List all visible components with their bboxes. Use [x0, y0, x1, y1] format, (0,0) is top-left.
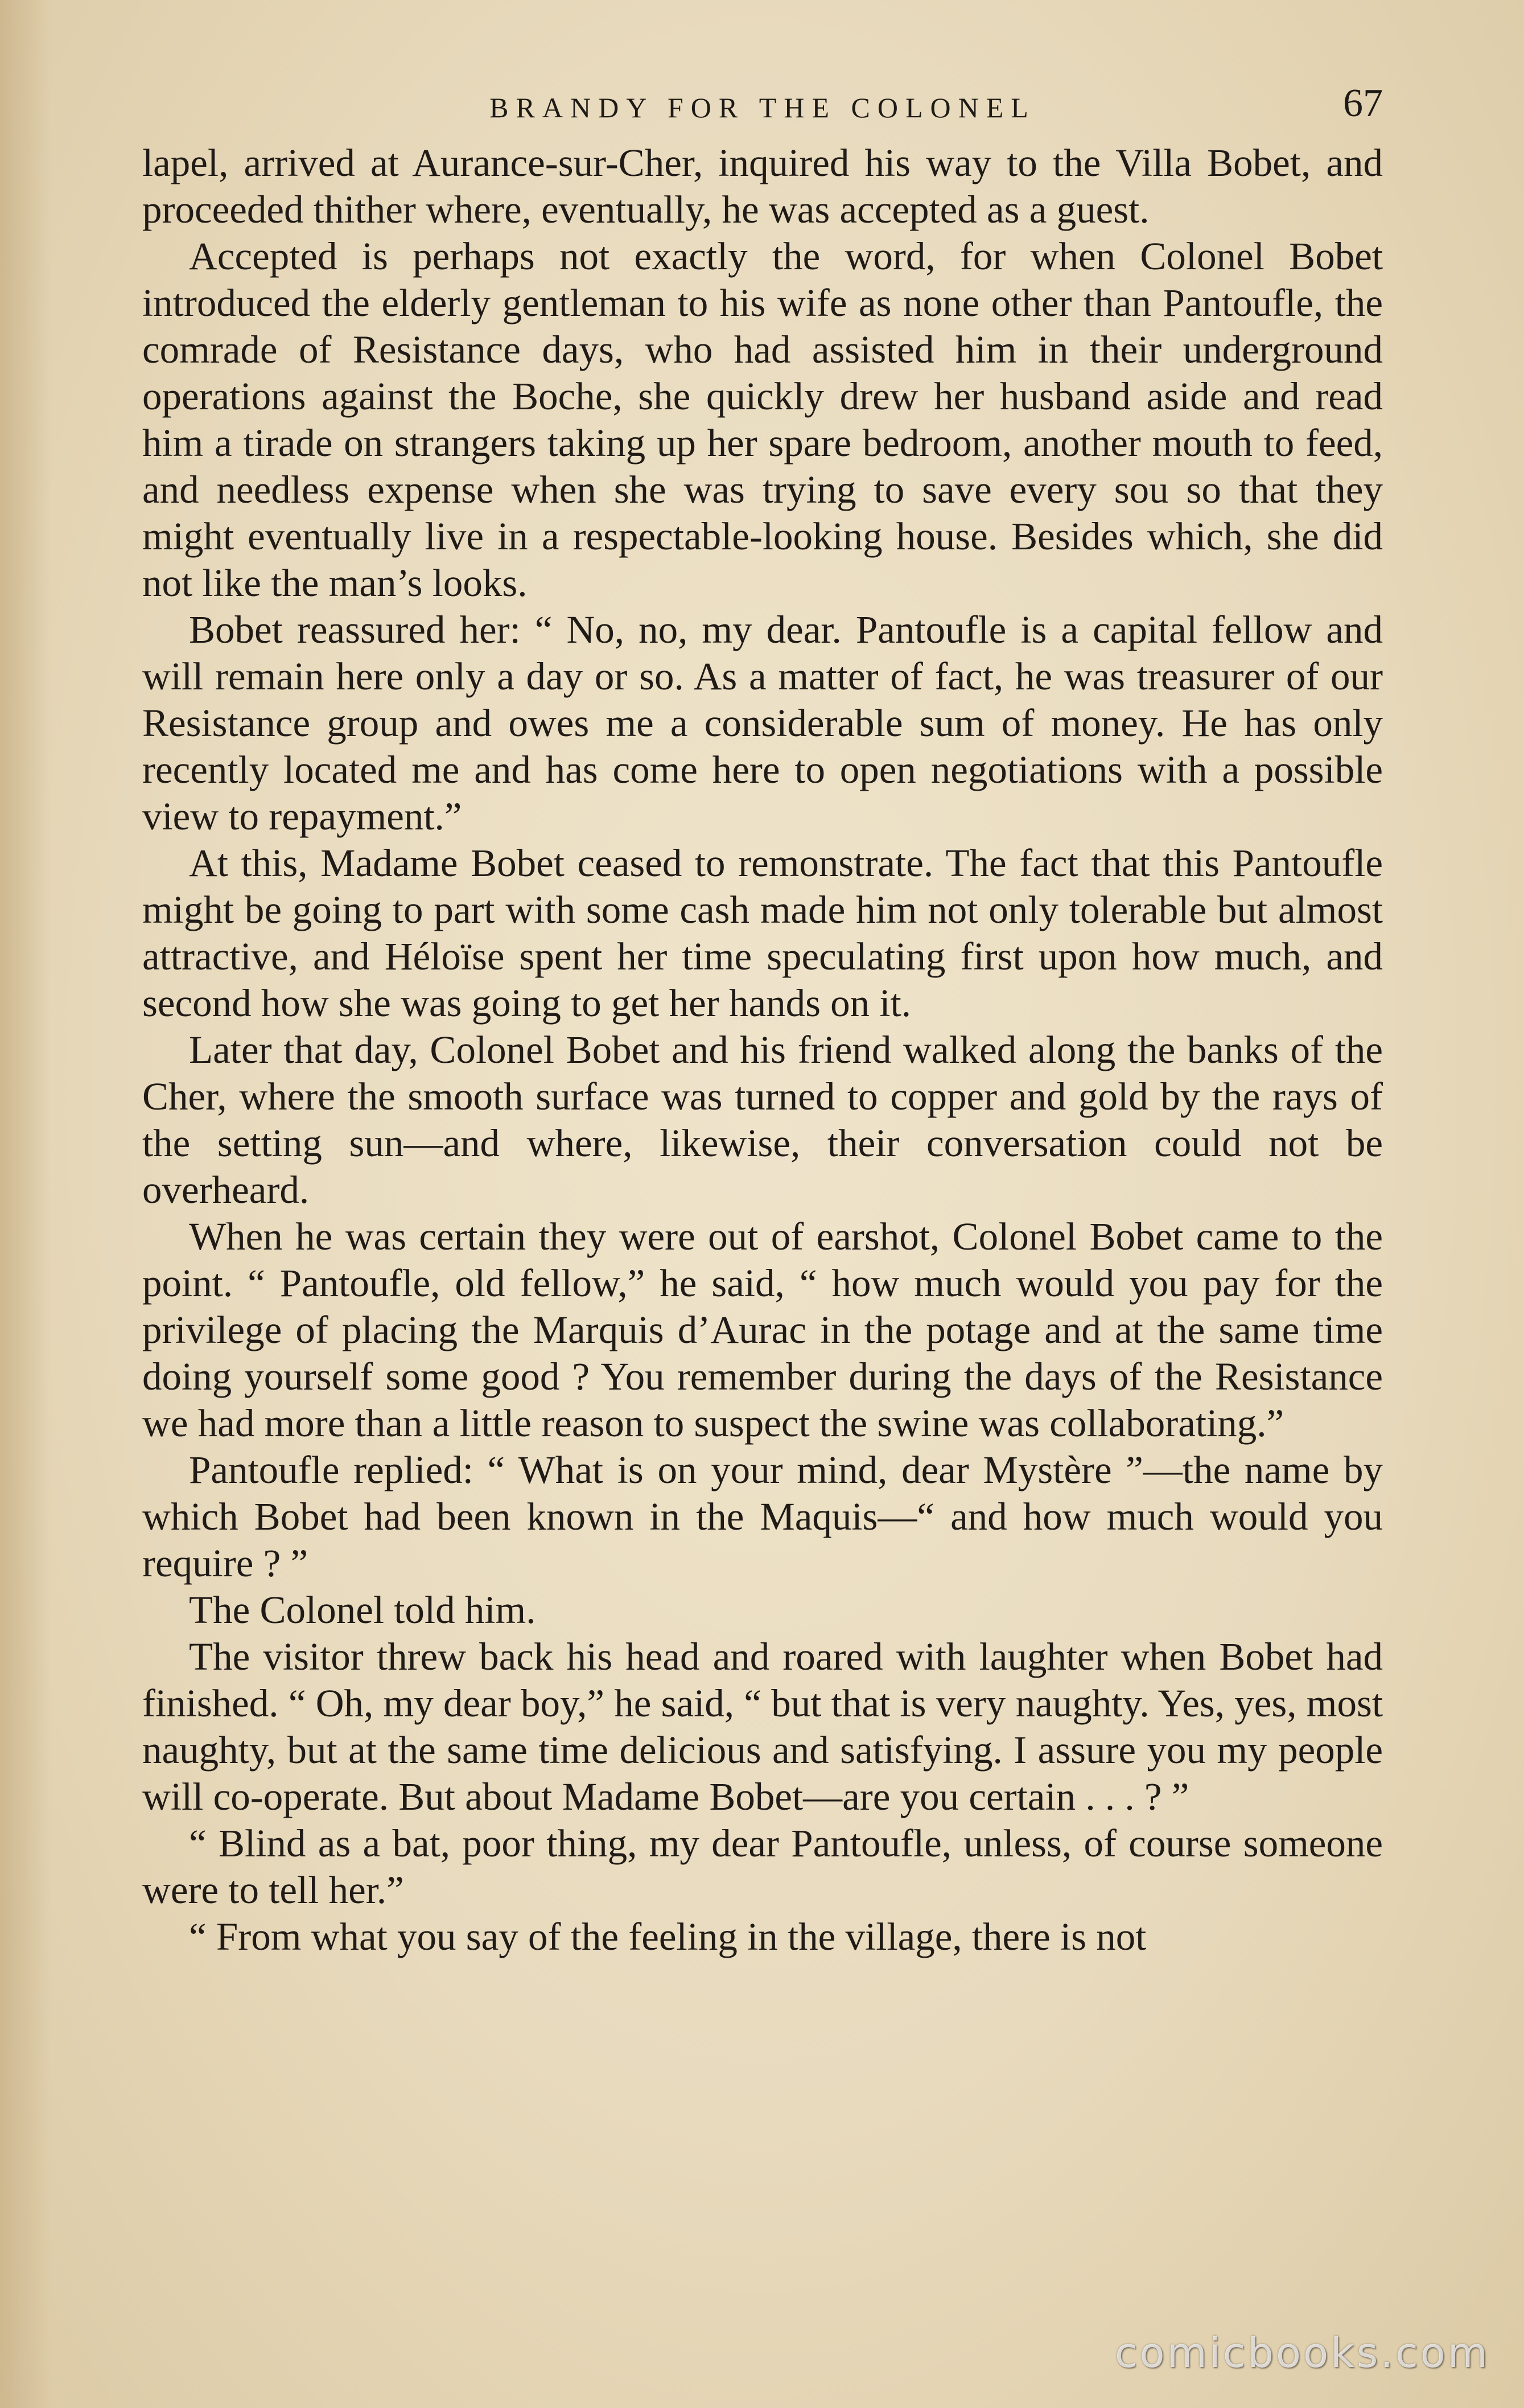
paragraph-3: Bobet reassured her: “ No, no, my dear. Pantoufle is a capital fellow and will remain here only a day or so. As a matter of fact, he was treasurer of our Resistance group and owes me a considerable sum of money. He has only recently located me and has come here to open negotiations with a possible view to repayment.”	[142, 608, 1383, 838]
watermark: comicbooks.com	[1114, 2329, 1490, 2377]
paragraph-11: “ From what you say of the feeling in the village, there is not	[189, 1915, 1147, 1958]
paragraph-6: When he was certain they were out of earshot, Colonel Bobet came to the point. “ Pantoufle, old fellow,” he said, “ how much would you pay for the privilege of placing the Marquis d’Aurac in the potage and at the same time doing yourself some good ? You remember during the days of the Resistance we had more than a little reason to suspect the swine was collaborating.”	[142, 1215, 1383, 1445]
paragraph-2: Accepted is perhaps not exactly the word, for when Colonel Bobet introduced the elderly gentleman to his wife as none other than Pantoufle, the comrade of Resistance days, who had assisted him in their underground operations against the Boche, she quickly drew her husband aside and read him a tirade on strangers taking up her spare bedroom, another mouth to feed, and needless expense when she was trying to save every sou so that they might eventually live in a respectable-looking house. Besides which, she did not like the man’s looks.	[142, 235, 1383, 605]
body-text	[142, 139, 1383, 1960]
paragraph-10: “ Blind as a bat, poor thing, my dear Pantoufle, unless, of course someone were to tell her.”	[142, 1822, 1383, 1912]
paragraph-7: Pantoufle replied: “ What is on your mind, dear Mystère ”—the name by which Bobet had been known in the Maquis—“ and how much would you require ? ”	[142, 1448, 1383, 1585]
paragraph-1: lapel, arrived at Aurance-sur-Cher, inquired his way to the Villa Bobet, and proceeded thither where, eventually, he was accepted as a guest.	[142, 141, 1383, 231]
paragraph-5: Later that day, Colonel Bobet and his friend walked along the banks of the Cher, where the smooth surface was turned to copper and gold by the rays of the setting sun—and where, likewise, their conversation could not be overheard.	[142, 1028, 1383, 1211]
running-head: BRANDY FOR THE COLONEL	[489, 92, 1036, 124]
paragraph-4: At this, Madame Bobet ceased to remonstrate. The fact that this Pantoufle might be going to part with some cash made him not only tolerable but almost attractive, and Héloïse spent her time speculating first upon how much, and second how she was going to get her hands on it.	[142, 841, 1383, 1025]
page-number: 67	[1343, 81, 1383, 125]
paragraph-9: The visitor threw back his head and roared with laughter when Bobet had finished. “ Oh, my dear boy,” he said, “ but that is very naughty. Yes, yes, most naughty, but at the same time delicious and satisfying. I assure you my people will co-operate. But about Madame Bobet—are you certain . . . ? ”	[142, 1635, 1383, 1818]
page-header	[142, 74, 1383, 131]
paragraph-8: The Colonel told him.	[189, 1588, 536, 1632]
page-edge-shadow	[0, 0, 51, 2408]
